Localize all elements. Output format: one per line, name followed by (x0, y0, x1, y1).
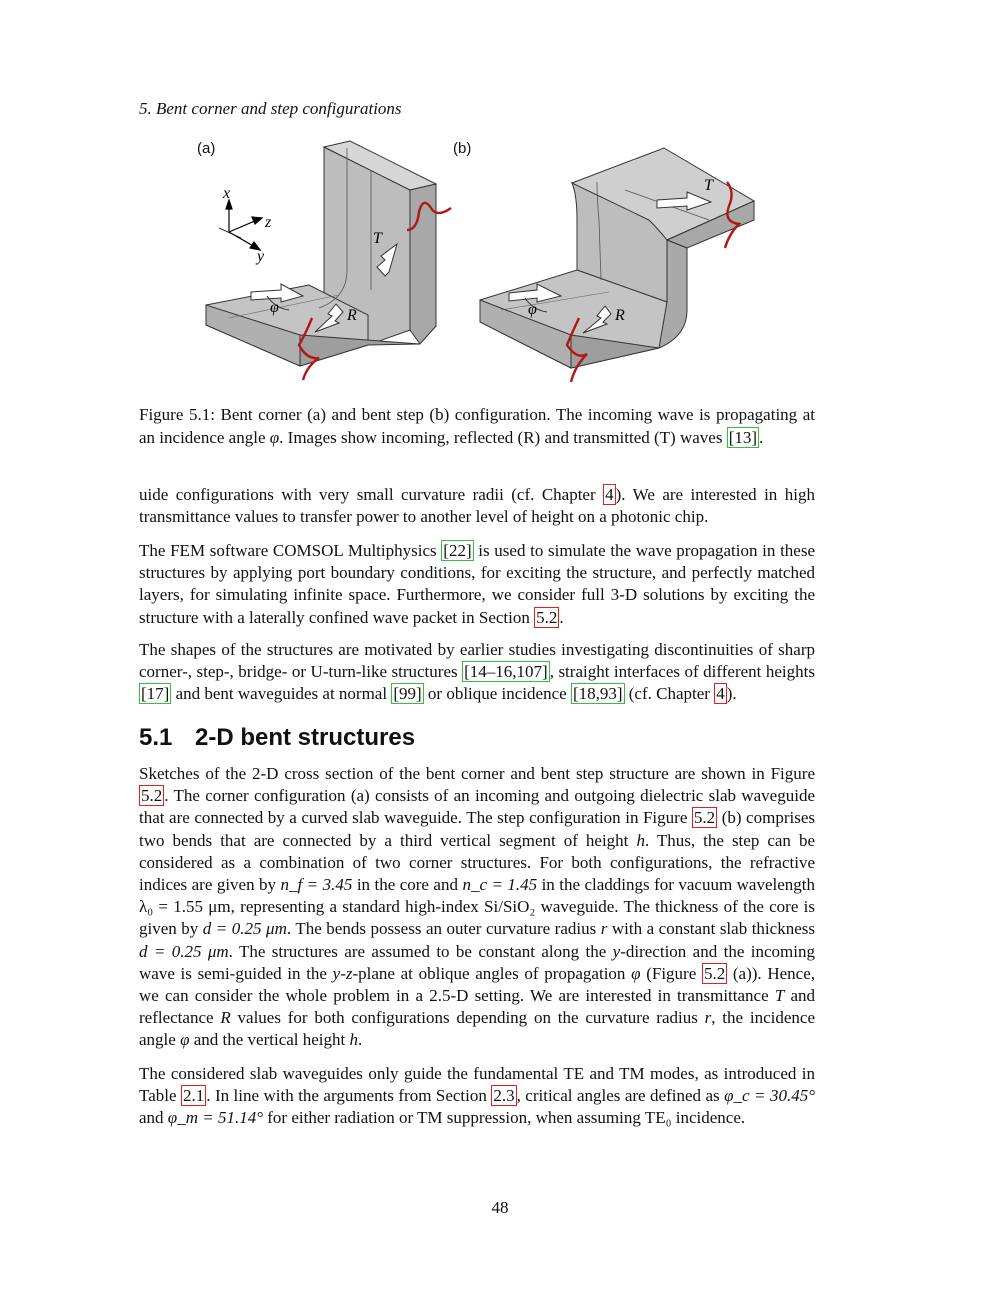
text: , representing a standard high-index Si/SiO₂ waveguide. The thickness of the core is given by (139, 897, 815, 939)
figure-caption (139, 403, 815, 449)
text: (b) comprises two bends that are connected by a third vertical segment of height (139, 808, 815, 850)
math: d = 0.25 μm (202, 919, 287, 939)
page-number: 48 (491, 1198, 509, 1217)
text: and (139, 1108, 168, 1128)
text: . Thus, the step can be considered as a combination of two corner structures. For both configurations, the refractive indices are given by (139, 830, 815, 895)
citation-link[interactable]: [99] (393, 684, 422, 704)
axis-x-label: x (223, 185, 231, 202)
citation-link[interactable]: [18,93] (572, 684, 623, 704)
phi-label-b: φ (528, 301, 537, 318)
math: n_c = 1.45 (462, 875, 538, 895)
citation-link[interactable]: [22] (443, 541, 472, 560)
section-link[interactable]: 5.2 (536, 607, 558, 627)
text: . In line with the arguments from Section (206, 1086, 492, 1106)
citation-link[interactable]: [14–16,107] (464, 662, 548, 682)
chapter-link[interactable]: 4 (716, 684, 725, 704)
math: r (704, 1008, 712, 1028)
text: . (559, 607, 564, 627)
table-link[interactable]: 2.1 (182, 1086, 205, 1106)
text: The shapes of the structures are motivated by earlier studies investigating discontinuities of sharp corner-, step-, bridge- or U-turn-like structures (139, 640, 815, 682)
text: . (358, 1030, 363, 1050)
text: The considered slab waveguides only guide the fundamental TE and TM modes, as introduced in Table (139, 1064, 815, 1106)
bent-corner-illustration (206, 141, 451, 380)
section-link[interactable]: 2.3 (493, 1086, 515, 1106)
math: h (636, 830, 645, 850)
text: and bent waveguides at normal (171, 684, 392, 704)
paragraph-3 (139, 639, 815, 706)
figure-illustration (139, 130, 839, 390)
text: . The corner configuration (a) consists of an incoming and outgoing dielectric slab waveguide that are connected by a curved slab waveguide. The step configuration in Figure (139, 786, 815, 828)
text: (cf. Chapter (624, 684, 715, 704)
math: R (220, 1008, 231, 1028)
text: , the incidence angle (139, 1008, 815, 1050)
text: -plane at oblique angles of propagation (352, 963, 632, 983)
figure-link[interactable]: 5.2 (703, 963, 726, 983)
paragraph-4 (139, 763, 815, 1052)
text: Sketches of the 2-D cross section of the bent corner and bent step structure are shown in Figure (139, 764, 815, 783)
math: n_f = 3.45 (280, 875, 353, 895)
section-heading (139, 724, 415, 752)
text: in the core and (352, 875, 463, 895)
math: φ (631, 963, 641, 983)
text: for either radiation or TM suppression, when assuming TE₀ incidence. (263, 1108, 746, 1128)
math: y (612, 941, 621, 961)
figure-link[interactable]: 5.2 (141, 786, 163, 806)
math: λ₀ = 1.55 μm (139, 897, 231, 917)
figure-5-1 (139, 130, 839, 390)
text: and reflectance (139, 986, 816, 1028)
math: h (349, 1030, 359, 1050)
panel-label-a: (a) (197, 140, 216, 157)
citation-link[interactable]: [17] (141, 684, 170, 704)
text: . The structures are assumed to be constant along the (228, 941, 613, 961)
text: (a)). Hence, we can consider the whole problem in a 2.5-D setting. We are interested in transmittance (139, 963, 815, 1006)
text: (Figure (640, 963, 702, 983)
text: The FEM software COMSOL Multiphysics (139, 541, 442, 560)
coordinate-axes (219, 200, 262, 250)
math: r (600, 919, 608, 939)
axis-z-label: z (265, 214, 272, 231)
math: φ_c = 30.45° (724, 1086, 815, 1106)
figure-link[interactable]: 5.2 (693, 808, 716, 828)
reflected-label-b: R (615, 307, 625, 324)
paragraph-2 (139, 540, 815, 629)
text: or oblique incidence (423, 684, 571, 704)
text: is used to simulate the wave propagation in these structures by applying port boundary conditions, for exciting the structure, and perfectly matched layers, for simulating infinite space. Furthermore, we consider full 3-D solutions by exciting the structure with a laterally confined wave packet in Section (139, 541, 816, 627)
text: . The bends possess an outer curvature radius (286, 919, 601, 939)
paragraph-5 (139, 1063, 815, 1130)
text: and the vertical height (189, 1030, 350, 1050)
math: φ (180, 1030, 190, 1050)
text: in the claddings for vacuum wavelength (537, 875, 815, 895)
text: , critical angles are defined as (516, 1086, 725, 1106)
axis-y-label: y (257, 248, 265, 265)
text: values for both configurations depending on the curvature radius (230, 1008, 705, 1028)
text: with a constant slab thickness (607, 919, 815, 939)
citation-link[interactable]: [13] (728, 428, 758, 447)
phi-label-a: φ (270, 299, 279, 316)
caption-text-3: . (759, 428, 764, 447)
panel-label-b: (b) (453, 140, 472, 157)
section-title: 2-D bent structures (195, 724, 416, 751)
text: -direction and the incoming wave is semi-guided in the (139, 941, 815, 983)
caption-phi: φ (269, 428, 280, 447)
chapter-link[interactable]: 4 (605, 485, 614, 504)
reflected-label-a: R (347, 307, 357, 324)
caption-text-1: Figure 5.1: Bent corner (a) and bent step (b) configuration. The incoming wave is propagating at an incidence angle (139, 405, 815, 447)
text: uide configurations with very small curvature radii (cf. Chapter (139, 485, 604, 504)
text: ). (726, 684, 737, 704)
bent-step-illustration (480, 148, 754, 382)
section-number: 5.1 (139, 724, 173, 751)
text: ). We are interested in high transmittance values to transfer power to another level of height on a photonic chip. (139, 485, 815, 527)
text: , straight interfaces of different heights (549, 662, 815, 682)
running-header: 5. Bent corner and step configurations (139, 99, 402, 118)
transmitted-label-b: T (704, 177, 713, 194)
math: T (774, 986, 785, 1006)
caption-text-2: . Images show incoming, reflected (R) and transmitted (T) waves (279, 428, 727, 447)
paragraph-1 (139, 484, 815, 528)
transmitted-label-a: T (373, 230, 382, 247)
math: y-z (332, 963, 353, 983)
math: φ_m = 51.14° (167, 1108, 263, 1128)
math: d = 0.25 μm (139, 941, 229, 961)
